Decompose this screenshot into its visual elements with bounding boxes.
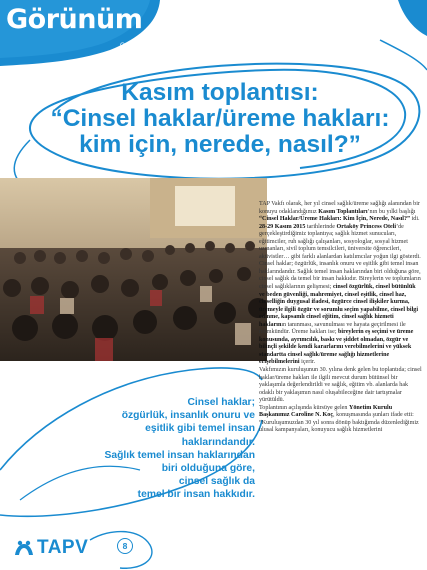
conference-photo: [0, 178, 267, 361]
body-paragraph-2: Cinsel haklar; özgürlük, insanlık onuru ve eşitlik gibi temel insan haklarındandır. Sağlık temel insan haklarından biri olduğuna göre, cinsel sağlık da temel bir insan hakkıdır. Bireylerin ve toplumların cinsel sağlıklarının gelişmesi; cinsel özgürlük, cinsel bütünlük ve beden güvenliği, mahremiyet, cinsel eşitlik, cinsel haz, cinselliğin duygusal ifadesi, özgürce cinsel ilişkiler kurma, üremeyle ilgili özgür ve sorumlu seçim yapabilme, cinsel bilgi edinme, kapsamlı cinsel eğitim, cinsel sağlık hizmeti haklarının tanınması, savunulması ve hayata geçirilmesi ile mümkündür. Üreme hakları ise; bireylerin eş seçimi ve üreme konusunda, ayrımcılık, baskı ve şiddet olmadan, özgür ve bilinçli şekilde kendi kararlarını verebilmelerini ve yüksek standartta cinsel sağlık/üreme sağlığı hizmetlerine erişebilmelerini içerir.: [259, 261, 421, 366]
body-paragraph-3: Vakfımızın kuruluşunun 30. yılına denk gelen bu toplantıda; cinsel haklar/üreme hakları ile ilgili mevcut durum bütünsel bir yaklaşımla değerlendirildi ve sağlık, eğitim vb. alanlarda hak odaklı bir yaklaşımın nasıl oluşabileceğine dair tartışmalar yürütüldü.: [259, 367, 422, 404]
article-body: [259, 201, 422, 435]
conference-audience-image: [0, 178, 267, 361]
pull-quote-line: haklarındandır.: [181, 436, 255, 448]
article-title: [40, 80, 400, 158]
article-title-line-1: Kasım toplantısı:: [121, 79, 319, 106]
pull-quote-line: temel bir insan hakkıdır.: [137, 489, 255, 501]
body-paragraph-4: Toplantının açılışında kürsüye gelen Yönetim Kurulu Başkanımız Caroline N. Koç, konuşmasında şunları ifade etti: “Kuruluşumuzdan 30 yıl sonra dönüp baktığımda düzenlediğimiz ulusal kampanyaları, konuyucu sağlık hizmetlerini: [259, 404, 419, 434]
pull-quote-line: Cinsel haklar;: [187, 397, 255, 408]
article-title-line-2: “Cinsel haklar/üreme hakları:: [50, 105, 390, 132]
body-paragraph-1: TAP Vakfı olarak, her yıl cinsel sağlık/üreme sağlığı alanından bir konuyu odaklandığımız Kasım Toplantıları’nın bu yılki başlığı “Cinsel Haklar/Üreme Hakları: Kim İçin, Nerede, Nasıl?” idi. 28-29 Kasım 2015 tarihlerinde Ortaköy Princess Oteli’de gerçekleştirdiğimiz toplantıya; sağlık hizmet sunucuları, eğitimciler, ruh sağlığı çalışanları, sosyologlar, sosyal hizmet uzmanları, sivil toplum temsilcileri, üniversite öğrencileri, aktivistler… gibi farklı alanlardan katılımcılar yoğun ilgi gösterdi.: [259, 201, 421, 260]
tapv-logo-icon: [14, 540, 34, 556]
pull-quote-line: biri olduğuna göre,: [161, 463, 255, 475]
article-title-line-3: kim için, nerede, nasıl?”: [79, 131, 361, 158]
pull-quote: [60, 396, 255, 502]
pull-quote-line: özgürlük, insanlık onuru ve: [121, 410, 255, 422]
pull-quote-line: eşitlik gibi temel insan: [145, 423, 255, 435]
magazine-title: Görünüm: [6, 4, 143, 35]
page-number: 8: [117, 538, 133, 554]
tapv-logo-text: TAPV: [37, 537, 89, 558]
pull-quote-line: Sağlık temel insan haklarından: [104, 449, 255, 461]
tapv-logo: [14, 537, 88, 559]
pull-quote-line: cinsel sağlık da: [178, 476, 255, 488]
issue-date: OCAK 2016: [120, 42, 158, 49]
